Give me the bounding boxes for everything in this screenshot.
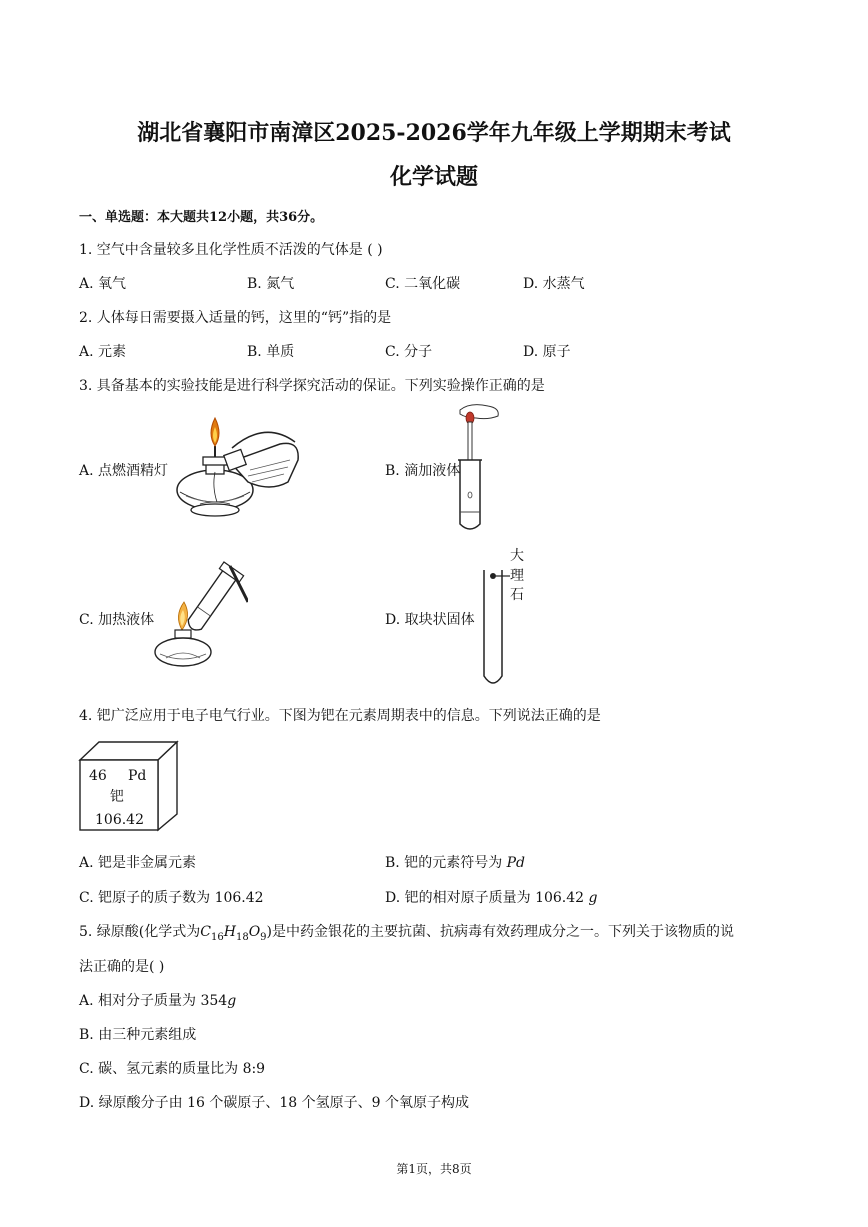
q5-option-b: B. 由三种元素组成 — [79, 1027, 197, 1043]
q4-option-c: C. 钯原子的质子数为 106.42 — [79, 890, 264, 906]
formula-c: C — [200, 924, 211, 940]
marble-label-3: 石 — [510, 587, 524, 603]
question-4-stem: 4. 钯广泛应用于电子电气行业。下图为钯在元素周期表中的信息。下列说法正确的是 — [79, 708, 601, 724]
q1-option-b: B. 氮气 — [247, 276, 295, 292]
element-name: 钯 — [110, 789, 124, 805]
dropping-liquid-figure — [448, 400, 508, 536]
q5-stem-b: )是中药金银花的主要抗菌、抗病毒有效药理成分之一。下列关于该物质的说 — [266, 924, 735, 940]
q4-option-a: A. 钯是非金属元素 — [79, 855, 197, 871]
taking-solid-figure — [476, 544, 546, 692]
q4-option-b-text: B. 钯的元素符号为 — [385, 855, 507, 871]
question-5-stem-line2: 法正确的是( ) — [79, 959, 165, 975]
q5-option-a — [79, 990, 236, 1010]
q1-option-c: C. 二氧化碳 — [385, 276, 461, 292]
formula-c-sub: 16 — [211, 931, 224, 943]
q5-option-a-unit: g — [227, 993, 237, 1009]
q5-stem-a: 5. 绿原酸(化学式为 — [79, 924, 201, 940]
atomic-number: 46 — [89, 768, 107, 784]
formula-h-sub: 18 — [235, 931, 249, 943]
q5-option-c: C. 碳、氢元素的质量比为 8:9 — [79, 1061, 266, 1077]
q3-option-d: D. 取块状固体 — [385, 612, 475, 628]
question-3-stem: 3. 具备基本的实验技能是进行科学探究活动的保证。下列实验操作正确的是 — [79, 378, 545, 394]
q3-option-b: B. 滴加液体 — [385, 463, 461, 479]
atomic-mass: 106.42 — [95, 812, 144, 828]
formula-o: O — [248, 924, 261, 940]
element-symbol: Pd — [128, 768, 147, 784]
q4-option-d-text: D. 钯的相对原子质量为 106.42 — [385, 890, 589, 906]
q4-option-d-unit: g — [588, 890, 598, 906]
q4-option-b — [385, 852, 525, 872]
q2-option-b: B. 单质 — [247, 344, 295, 360]
lighting-alcohol-lamp-figure — [170, 412, 310, 524]
q4-option-b-symbol: Pd — [506, 855, 526, 871]
q1-option-a: A. 氧气 — [79, 276, 127, 292]
q2-option-c: C. 分子 — [385, 344, 433, 360]
q2-option-d: D. 原子 — [523, 344, 571, 360]
exam-title: 湖北省襄阳市南漳区2025-2026学年九年级上学期期末考试 — [137, 120, 731, 146]
question-1-stem: 1. 空气中含量较多且化学性质不活泼的气体是 ( ) — [79, 242, 383, 258]
q3-option-a: A. 点燃酒精灯 — [79, 463, 169, 479]
q4-option-d — [385, 887, 597, 907]
formula-o-sub: 9 — [260, 931, 267, 943]
q2-option-a: A. 元素 — [79, 344, 127, 360]
formula-h: H — [223, 924, 236, 940]
page-footer: 第1页，共8页 — [396, 1162, 472, 1176]
section-header: 一、单选题：本大题共12小题，共36分。 — [79, 210, 324, 225]
q5-option-d: D. 绿原酸分子由 16 个碳原子、18 个氢原子、9 个氧原子构成 — [79, 1095, 469, 1111]
q1-option-d: D. 水蒸气 — [523, 276, 585, 292]
marble-label-1: 大 — [510, 548, 524, 564]
q3-option-c: C. 加热液体 — [79, 612, 155, 628]
q5-option-a-text: A. 相对分子质量为 354 — [79, 993, 228, 1009]
question-5-stem-line1 — [79, 921, 734, 943]
question-2-stem: 2. 人体每日需要摄入适量的钙，这里的“钙”指的是 — [79, 310, 392, 326]
heating-liquid-figure — [152, 560, 248, 670]
palladium-element-cell — [77, 740, 181, 834]
exam-subtitle: 化学试题 — [389, 164, 478, 190]
marble-label-2: 理 — [510, 568, 524, 584]
